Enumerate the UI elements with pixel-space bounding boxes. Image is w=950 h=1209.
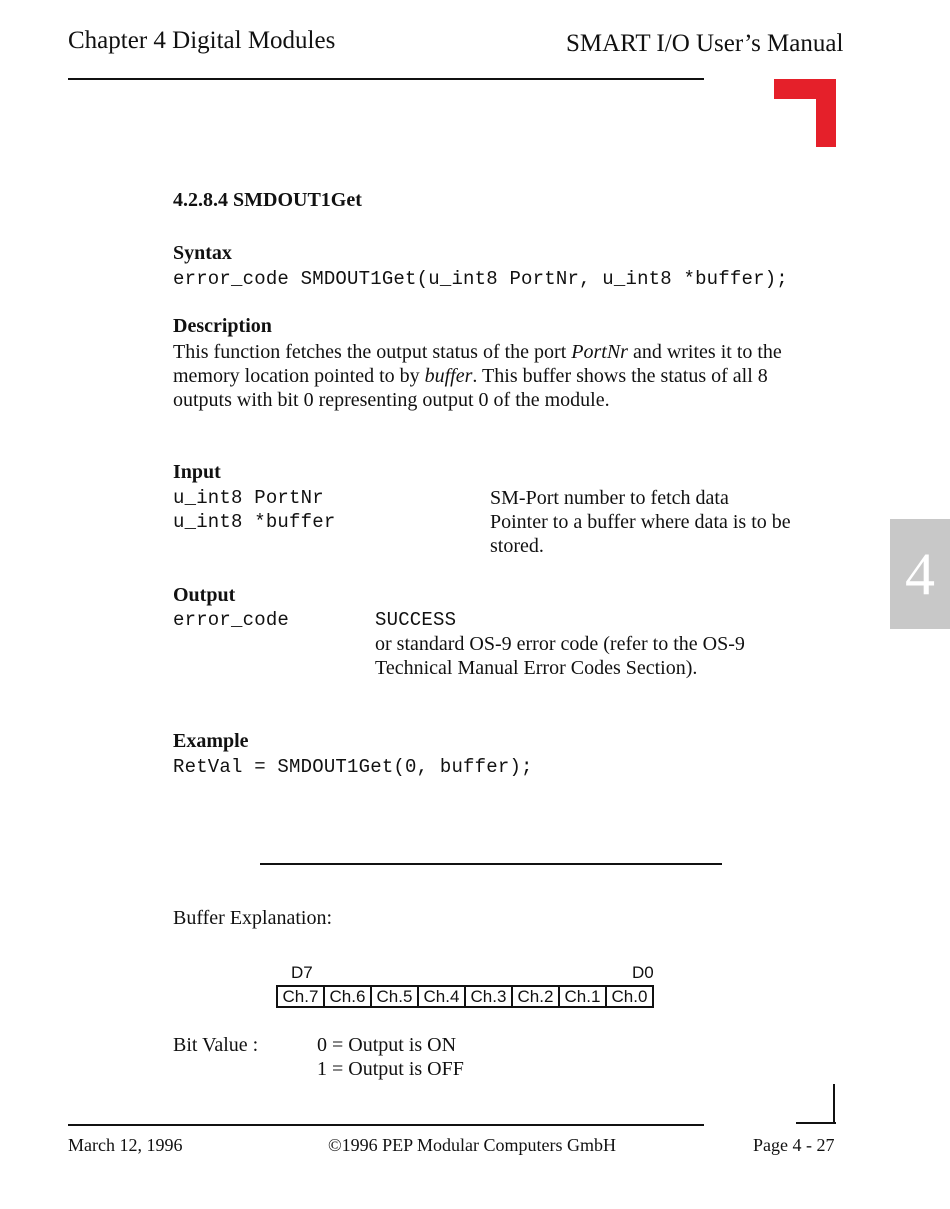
- channel-cell: Ch.6: [324, 986, 371, 1007]
- header-rule: [68, 78, 704, 80]
- high-bit-label: D7: [291, 963, 313, 982]
- footer-copyright: ©1996 PEP Modular Computers GmbH: [328, 1135, 617, 1155]
- buffer-label: Buffer Explanation:: [173, 907, 333, 929]
- low-bit-label: D0: [632, 963, 654, 982]
- channel-cell: Ch.4: [418, 986, 465, 1007]
- input-desc-portnr: SM-Port number to fetch data: [490, 487, 729, 509]
- bit-value-off: 1 = Output is OFF: [317, 1058, 464, 1080]
- red-corner-mark: [774, 79, 836, 147]
- section-divider: [260, 863, 722, 865]
- description-heading: Description: [173, 315, 272, 337]
- description-line: This function fetches the output status of the port PortNr and writes it to the: [173, 341, 782, 363]
- input-param-buffer: u_int8 *buffer: [173, 511, 336, 533]
- section-title: 4.2.8.4 SMDOUT1Get: [173, 189, 362, 211]
- input-desc-buffer: Pointer to a buffer where data is to be stored.: [490, 511, 791, 557]
- example-code: RetVal = SMDOUT1Get(0, buffer);: [173, 756, 533, 778]
- footer-rule: [68, 1124, 704, 1126]
- channel-cell: Ch.0: [606, 986, 653, 1007]
- channel-cell: Ch.1: [559, 986, 606, 1007]
- syntax-code: error_code SMDOUT1Get(u_int8 PortNr, u_int8 *buffer);: [173, 268, 788, 290]
- channel-cell: Ch.7: [277, 986, 324, 1007]
- description-text: [173, 340, 853, 412]
- output-heading: Output: [173, 584, 236, 606]
- footer-date: March 12, 1996: [68, 1135, 183, 1155]
- footer-page-number: Page 4 - 27: [753, 1135, 835, 1155]
- syntax-heading: Syntax: [173, 242, 232, 264]
- channel-cell: Ch.3: [465, 986, 512, 1007]
- description-line: outputs with bit 0 representing output 0 of the module.: [173, 389, 610, 411]
- bit-value-label: Bit Value :: [173, 1034, 259, 1056]
- example-heading: Example: [173, 730, 249, 752]
- bit-value-on: 0 = Output is ON: [317, 1034, 457, 1056]
- manual-title: SMART I/O User’s Manual: [566, 30, 844, 57]
- input-param-portnr: u_int8 PortNr: [173, 487, 324, 509]
- output-value: SUCCESS: [375, 609, 457, 631]
- channel-cell: Ch.5: [371, 986, 418, 1007]
- chapter-tab: 4: [890, 519, 950, 629]
- chapter-title: Chapter 4 Digital Modules: [68, 27, 336, 54]
- output-param: error_code: [173, 609, 290, 631]
- channel-cell: Ch.2: [512, 986, 559, 1007]
- table-row: [277, 986, 653, 1007]
- input-heading: Input: [173, 461, 221, 483]
- buffer-register-table: [276, 985, 654, 1008]
- output-desc: or standard OS-9 error code (refer to the OS-9 Technical Manual Error Codes Section).: [375, 633, 745, 679]
- description-line: memory location pointed to by buffer. This buffer shows the status of all 8: [173, 365, 768, 387]
